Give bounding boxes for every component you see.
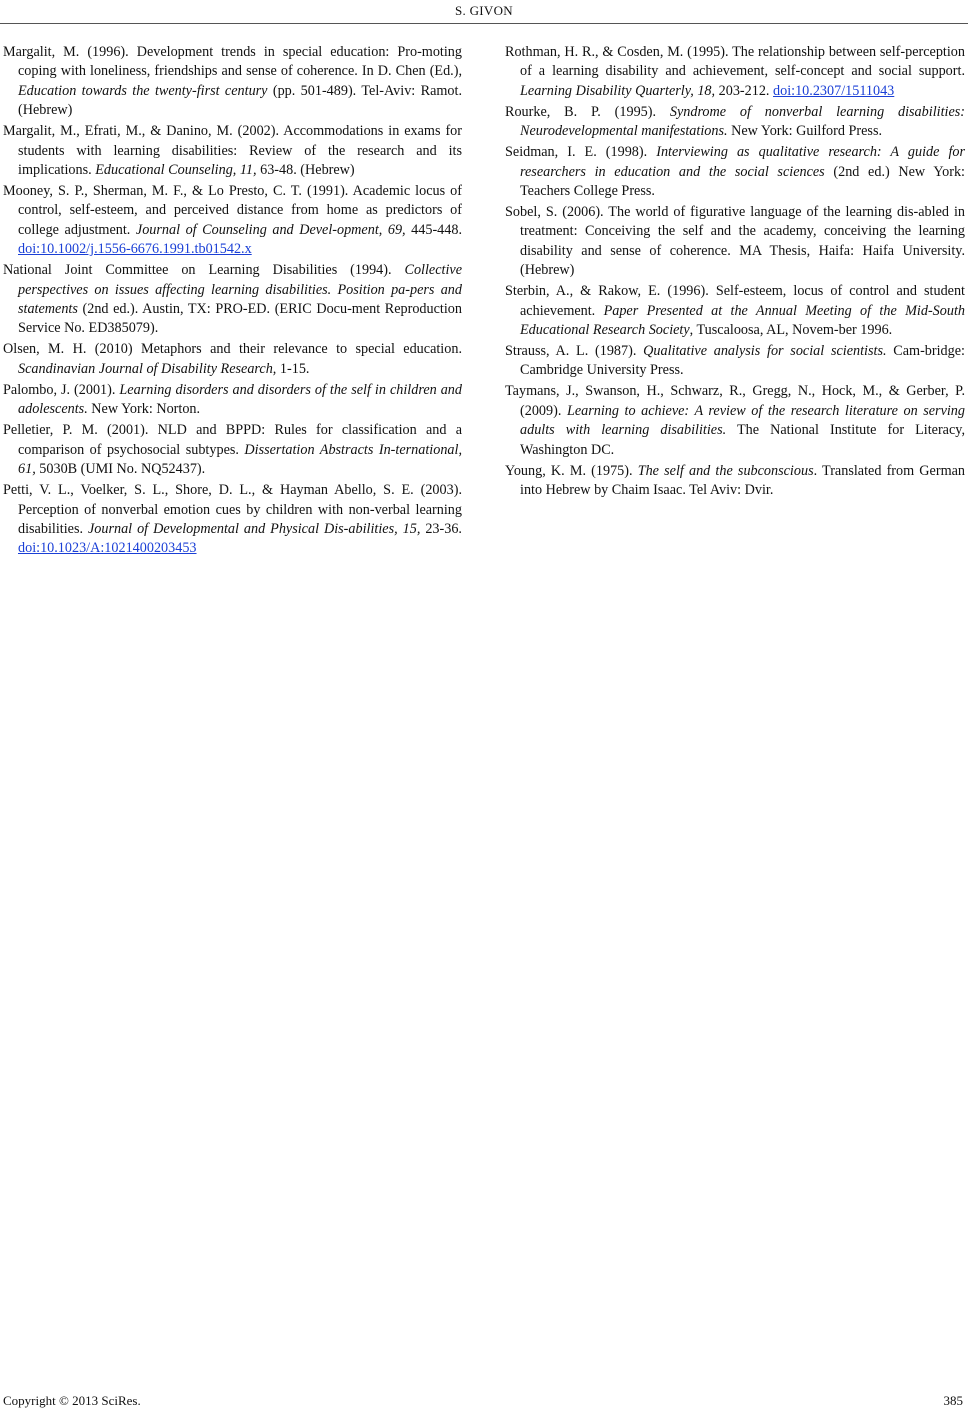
reference-entry — [3, 261, 462, 339]
reference-source-title: The self and the subconscious — [637, 462, 814, 479]
reference-source-title: Education towards the twenty-first century — [18, 82, 268, 99]
reference-entry — [3, 122, 462, 180]
reference-text: Cam-bridge: Cambridge University Press. — [520, 343, 965, 379]
running-header: S. GIVON — [454, 3, 513, 18]
reference-text: The National Institute for Literacy, Washington DC. — [520, 422, 965, 458]
reference-text: Strauss, A. L. (1987). — [505, 343, 644, 360]
reference-source-title: Interviewing as qualitative research: A guide for researchers in education and the social sciences — [520, 144, 965, 180]
reference-text: Young, K. M. (1975). — [505, 462, 638, 479]
reference-text: 5030B (UMI No. NQ52437). — [35, 461, 206, 478]
reference-source-title: Learning disorders and disorders of the self in children and adolescents. — [18, 381, 462, 418]
doi-link[interactable]: doi:10.1002/j.1556-6676.1991.tb01542.x — [18, 241, 252, 258]
reference-text: 203-212. — [715, 82, 774, 99]
reference-text: , Tuscaloosa, AL, Novem-ber 1996. — [689, 322, 893, 339]
reference-text: Mooney, S. P., Sherman, M. F., & Lo Presto, C. T. (1991). Academic locus of control, self-esteem, and perceived distance from home as predictors of college adjustment. — [3, 183, 462, 238]
reference-entry — [505, 342, 965, 381]
copyright-notice: Copyright © 2013 SciRes. — [3, 1393, 141, 1408]
reference-source-title: Paper Presented at the Annual Meeting of the Mid-South Educational Research Society — [520, 302, 966, 339]
reference-entry — [3, 481, 462, 559]
header-rule — [0, 23, 968, 24]
references-column-left — [3, 43, 462, 560]
reference-entry — [3, 421, 462, 479]
reference-source-title: Qualitative analysis for social scientists. — [643, 343, 887, 360]
reference-text: 23-36. — [420, 520, 462, 537]
reference-entry — [3, 381, 462, 420]
reference-source-title: Educational Counseling, 11, — [95, 162, 257, 179]
reference-text: National Joint Committee on Learning Disabilities (1994). — [3, 262, 405, 279]
doi-link[interactable]: doi:10.1023/A:1021400203453 — [18, 540, 197, 557]
reference-entry — [505, 203, 965, 281]
reference-entry — [3, 43, 462, 121]
reference-text: 63-48. (Hebrew) — [256, 162, 355, 179]
reference-text: (2nd ed.). Austin, TX: PRO-ED. (ERIC Docu-ment Reproduction Service No. ED385079). — [18, 301, 462, 337]
reference-entry — [505, 103, 965, 142]
reference-text: 445-448. — [405, 221, 462, 238]
reference-source-title: Syndrome of nonverbal learning disabilities: Neurodevelopmental manifestations. — [520, 103, 965, 140]
reference-source-title: Learning Disability Quarterly, 18, — [520, 82, 716, 99]
reference-text: Pelletier, P. M. (2001). NLD and BPPD: Rules for classification and a comparison of psychosocial subtypes. — [3, 422, 462, 458]
reference-text: Sobel, S. (2006). The world of figurative language of the learning dis-abled in treatment: Conceiving the self and the academy, conceiving the learning disability and sense of coherence. MA Thesis, Haifa: Haifa University. (Hebrew) — [505, 204, 965, 279]
reference-text: Rourke, B. P. (1995). — [505, 103, 670, 120]
reference-entry — [505, 143, 965, 201]
reference-text: (pp. 501-489). Tel-Aviv: Ramot. (Hebrew) — [18, 82, 462, 119]
reference-source-title: Collective perspectives on issues affecting learning disabilities. Position pa-pers and statements — [18, 262, 462, 318]
doi-link[interactable]: doi:10.2307/1511043 — [773, 82, 895, 99]
reference-text: 1-15. — [276, 360, 310, 377]
reference-source-title: Journal of Developmental and Physical Dis-abilities, 15, — [87, 520, 421, 537]
reference-text: New York: Norton. — [87, 401, 201, 418]
reference-entry — [505, 462, 965, 501]
reference-entry — [505, 382, 965, 460]
reference-text: Palombo, J. (2001). — [3, 381, 120, 398]
page-number: 385 — [943, 1393, 963, 1408]
reference-entry — [3, 340, 462, 379]
reference-text: Sterbin, A., & Rakow, E. (1996). Self-esteem, locus of control and student achievement. — [505, 283, 965, 319]
reference-text: Taymans, J., Swanson, H., Schwarz, R., Gregg, N., Hock, M., & Gerber, P. (2009). — [505, 383, 965, 419]
reference-text: Margalit, M., Efrati, M., & Danino, M. (2002). Accommodations in exams for students with learning disabilities: Review of the research and its implications. — [3, 123, 462, 179]
reference-source-title: Learning to achieve: A review of the research literature on serving adults with learning disabilities. — [520, 402, 965, 439]
reference-text: Olsen, M. H. (2010) Metaphors and their relevance to special education. — [3, 341, 462, 358]
reference-text: Petti, V. L., Voelker, S. L., Shore, D. L., & Hayman Abello, S. E. (2003). Perception of nonverbal emotion cues by children with non-verbal learning disabilities. — [3, 482, 462, 537]
reference-source-title: Journal of Counseling and Devel-opment, 69, — [135, 221, 406, 238]
reference-text: Margalit, M. (1996). Development trends in special education: Pro-moting coping with loneliness, friendships and sense of coherence. In D. Chen (Ed.), — [3, 44, 462, 80]
reference-entry — [505, 43, 965, 101]
reference-entry — [505, 282, 965, 340]
reference-source-title: Scandinavian Journal of Disability Research, — [18, 360, 277, 377]
reference-text: (2nd ed.) New York: Teachers College Press. — [520, 163, 965, 200]
reference-source-title: Dissertation Abstracts In-ternational, 61, — [18, 441, 462, 478]
reference-text: Rothman, H. R., & Cosden, M. (1995). The relationship between self-perception of a learning disability and achievement, self-concept and social support. — [505, 44, 965, 80]
reference-text: New York: Guilford Press. — [727, 123, 883, 140]
reference-entry — [3, 182, 462, 260]
reference-text: . Translated from German into Hebrew by Chaim Isaac. Tel Aviv: Dvir. — [520, 462, 965, 499]
references-column-right — [505, 43, 965, 502]
reference-text: Seidman, I. E. (1998). — [505, 144, 657, 161]
